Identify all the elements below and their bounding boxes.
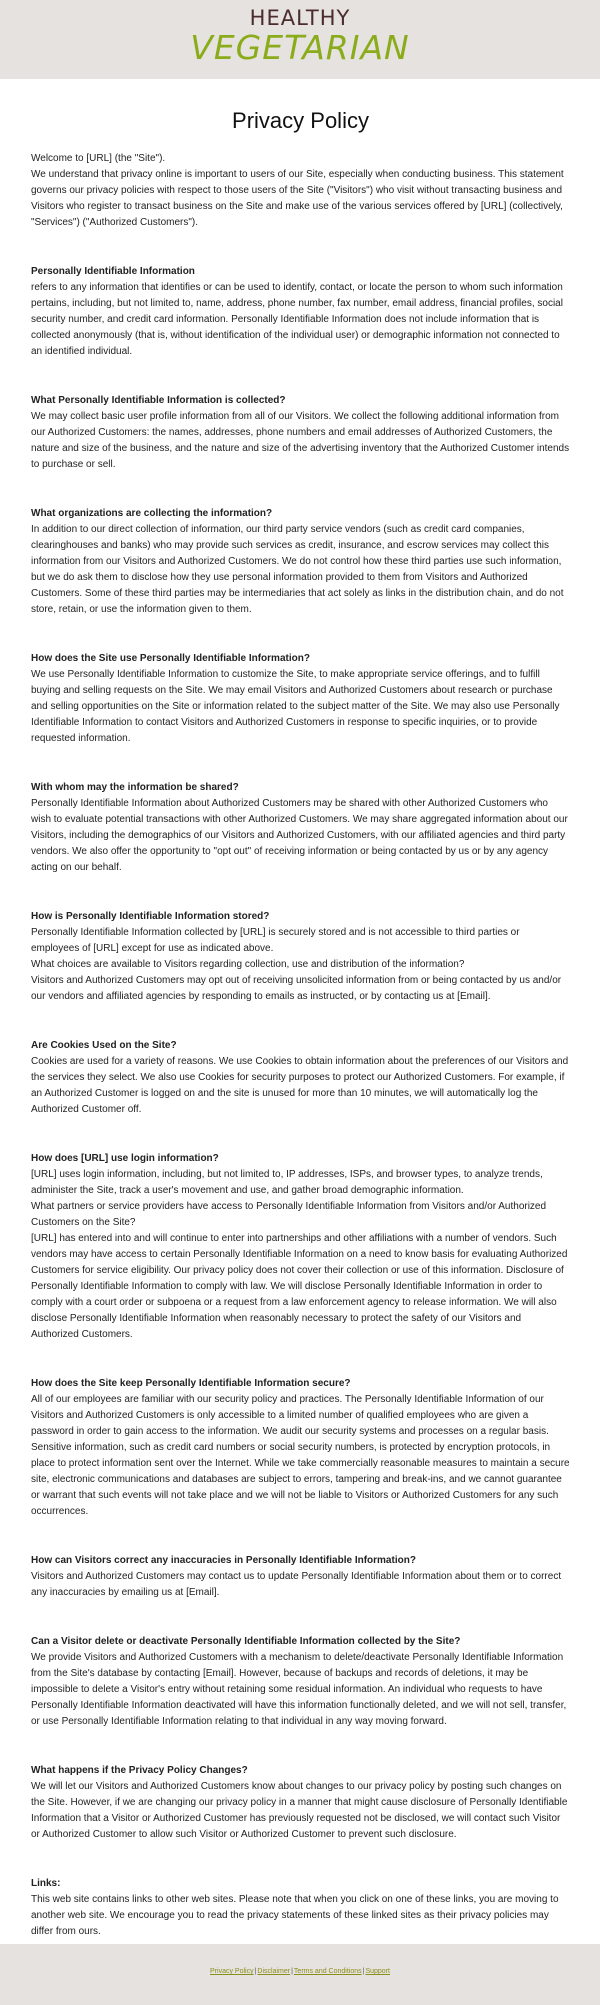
section-paragraph: We provide Visitors and Authorized Customers with a mechanism to delete/deactivate Personally Identifiable Information from the Site's database by contacting [Email]. However, because of backups and records of deletions, it may be impossible to delete a Visitor's entry without retaining some residual information. An individual who requests to have Personally Identifiable Information deactivated will have this information functionally deleted, and we will not sell, transfer, or use Personally Identifiable Information relating to that individual in any way moving forward.: [31, 1652, 567, 1727]
section-paragraph: Visitors and Authorized Customers may contact us to update Personally Identifiable Information about them or to correct any inaccuracies by emailing us at [Email].: [31, 1571, 562, 1598]
section-sharing: [31, 780, 570, 876]
section-cookies: [31, 1038, 570, 1118]
section-paragraph: Personally Identifiable Information about Authorized Customers may be shared with other Authorized Customers who wish to evaluate potential transactions with other Authorized Customers. We may share aggregated information about our Visitors, including the demographics of our Visitors and Authorized Customers, with our affiliated agencies and third party vendors. We also offer the opportunity to "opt out" of receiving information or being contacted by us or by any agency acting on our behalf.: [31, 798, 568, 873]
section-paragraph: All of our employees are familiar with our security policy and practices. The Personally Identifiable Information of our Visitors and Authorized Customers is only accessible to a limited number of qualified employees who are given a password in order to gain access to the information. We audit our security systems and processes on a regular basis. Sensitive information, such as credit card numbers or social security numbers, is protected by encryption protocols, in place to protect information sent over the Internet. While we take commercially reasonable measures to maintain a secure site, electronic communications and databases are subject to errors, tampering and break-ins, and we cannot guarantee or warrant that such events will not take place and we will not be liable to Visitors or Authorized Customers for any such occurrences.: [31, 1394, 570, 1517]
section-heading: How does the Site use Personally Identifiable Information?: [31, 653, 310, 664]
section-heading: Personally Identifiable Information: [31, 266, 195, 277]
section-paragraph: What choices are available to Visitors regarding collection, use and distribution of the information?: [31, 959, 465, 970]
section-paragraph: [URL] uses login information, including, but not limited to, IP addresses, ISPs, and browser types, to analyze trends, administer the Site, track a user's movement and use, and gather broad demographic information.: [31, 1169, 543, 1196]
footer-link-support[interactable]: Support: [365, 1968, 390, 1975]
section-paragraph: refers to any information that identifies or can be used to identify, contact, or locate the person to whom such information pertains, including, but not limited to, name, address, phone number, fax number, email address, financial profiles, social security number, and credit card information. Personally Identifiable Information does not include information that is collected anonymously (that is, without identification of the individual user) or demographic information not connected to an identified individual.: [31, 282, 563, 357]
section-heading: How does the Site keep Personally Identifiable Information secure?: [31, 1378, 351, 1389]
section-paragraph: [URL] has entered into and will continue to enter into partnerships and other affiliations with a number of vendors. Such vendors may have access to certain Personally Identifiable Information on a need to know basis for evaluating Authorized Customers for service eligibility. Our privacy policy does not cover their collection or use of this information. Disclosure of Personally Identifiable Information to comply with law. We will disclose Personally Identifiable Information in order to comply with a court order or subpoena or a request from a law enforcement agency to release information. We will also disclose Personally Identifiable Information when reasonably necessary to protect the safety of our Visitors and Authorized Customers.: [31, 1233, 568, 1340]
section-organizations: [31, 506, 570, 618]
section-corrections: [31, 1553, 570, 1601]
section-heading: With whom may the information be shared?: [31, 782, 239, 793]
footer-link-privacy-policy[interactable]: Privacy Policy: [210, 1968, 254, 1975]
section-paragraph: We use Personally Identifiable Information to customize the Site, to make appropriate service offerings, and to fulfill buying and selling requests on the Site. We may email Visitors and Authorized Customers about research or purchase and selling opportunities on the Site or information related to the subject matter of the Site. We may also use Personally Identifiable Information to contact Visitors and Authorized Customers in response to specific inquiries, or to provide requested information.: [31, 669, 560, 744]
section-heading: Can a Visitor delete or deactivate Personally Identifiable Information collected by the Site?: [31, 1636, 461, 1647]
footer-links: [0, 1944, 600, 1975]
section-paragraph: Cookies are used for a variety of reasons. We use Cookies to obtain information about the preferences of our Visitors and the services they select. We also use Cookies for security purposes to protect our Authorized Customers. For example, if an Authorized Customer is logged on and the site is unused for more than 10 minutes, we will automatically log the Authorized Customer off.: [31, 1056, 569, 1115]
section-deletion: [31, 1634, 570, 1730]
footer-separator: |: [291, 1968, 293, 1975]
section-links: [31, 1876, 570, 1940]
footer-separator: |: [254, 1968, 257, 1975]
main-content: [0, 79, 600, 1940]
section-heading: What organizations are collecting the information?: [31, 508, 273, 519]
logo-healthy[interactable]: HEALTHY: [249, 6, 351, 30]
footer-separator: |: [362, 1968, 365, 1975]
section-heading: What Personally Identifiable Information is collected?: [31, 395, 286, 406]
footer-link-terms[interactable]: Terms and Conditions: [293, 1968, 362, 1975]
section-heading: How is Personally Identifiable Information stored?: [31, 911, 270, 922]
section-paragraph: Visitors and Authorized Customers may opt out of receiving unsolicited information from or being contacted by us and/or our vendors and affiliated agencies by responding to emails as instructed, or by contacting us at [Email].: [31, 975, 562, 1002]
site-header: [0, 0, 600, 79]
section-pii-collected: [31, 393, 570, 473]
section-pii-definition: [31, 264, 570, 360]
section-heading: Are Cookies Used on the Site?: [31, 1040, 177, 1051]
section-security: [31, 1376, 570, 1520]
section-paragraph: We will let our Visitors and Authorized Customers know about changes to our privacy policy by posting such changes on the Site. However, if we are changing our privacy policy in a manner that might cause disclosure of Personally Identifiable Information that a Visitor or Authorized Customer has previously requested not be disclosed, we will contact such Visitor or Authorized Customer to allow such Visitor or Authorized Customer to prevent such disclosure.: [31, 1781, 568, 1840]
section-login-info: [31, 1151, 570, 1343]
section-paragraph: This web site contains links to other web sites. Please note that when you click on one of these links, you are moving to another web site. We encourage you to read the privacy statements of these linked sites as their privacy policies may differ from ours.: [31, 1894, 559, 1937]
intro: [31, 151, 570, 231]
logo-vegetarian[interactable]: VEGETARIAN: [190, 28, 410, 67]
section-heading: How can Visitors correct any inaccuracies in Personally Identifiable Information?: [31, 1555, 416, 1566]
section-paragraph: What partners or service providers have access to Personally Identifiable Information from Visitors and/or Authorized Customers on the Site?: [31, 1201, 547, 1228]
section-heading: What happens if the Privacy Policy Changes?: [31, 1765, 248, 1776]
section-paragraph: We may collect basic user profile information from all of our Visitors. We collect the following additional information from our Authorized Customers: the names, addresses, phone numbers and email addresses of Authorized Customers, the nature and size of the business, and the nature and size of the advertising inventory that the Authorized Customer intends to purchase or sell.: [31, 411, 570, 470]
section-paragraph: In addition to our direct collection of information, our third party service vendors (such as credit card companies, clearinghouses and banks) who may provide such services as credit, insurance, and escrow services may collect this information from our Visitors and Authorized Customers. We do not control how these third parties use such information, but we do ask them to disclose how they use personal information provided to them from Visitors and Authorized Customers. Some of these third parties may be intermediaries that act solely as links in the distribution chain, and do not store, retain, or use the information given to them.: [31, 524, 564, 615]
intro-statement: We understand that privacy online is important to users of our Site, especially when conducting business. This statement governs our privacy policies with respect to those users of the Site ("Visitors") who visit without transacting business and Visitors who register to transact business on the Site and make use of the various services offered by [URL] (collectively, "Services") ("Authorized Customers").: [31, 169, 564, 228]
section-paragraph: Personally Identifiable Information collected by [URL] is securely stored and is not accessible to third parties or employees of [URL] except for use as indicated above.: [31, 927, 520, 954]
section-heading: Links:: [31, 1878, 61, 1889]
footer-link-disclaimer[interactable]: Disclaimer: [257, 1968, 291, 1975]
site-footer: [0, 1944, 600, 2005]
page-title: Privacy Policy: [232, 108, 369, 133]
section-pii-use: [31, 651, 570, 747]
section-policy-changes: [31, 1763, 570, 1843]
intro-welcome: Welcome to [URL] (the "Site").: [31, 153, 166, 164]
section-heading: How does [URL] use login information?: [31, 1153, 219, 1164]
section-storage: [31, 909, 570, 1005]
